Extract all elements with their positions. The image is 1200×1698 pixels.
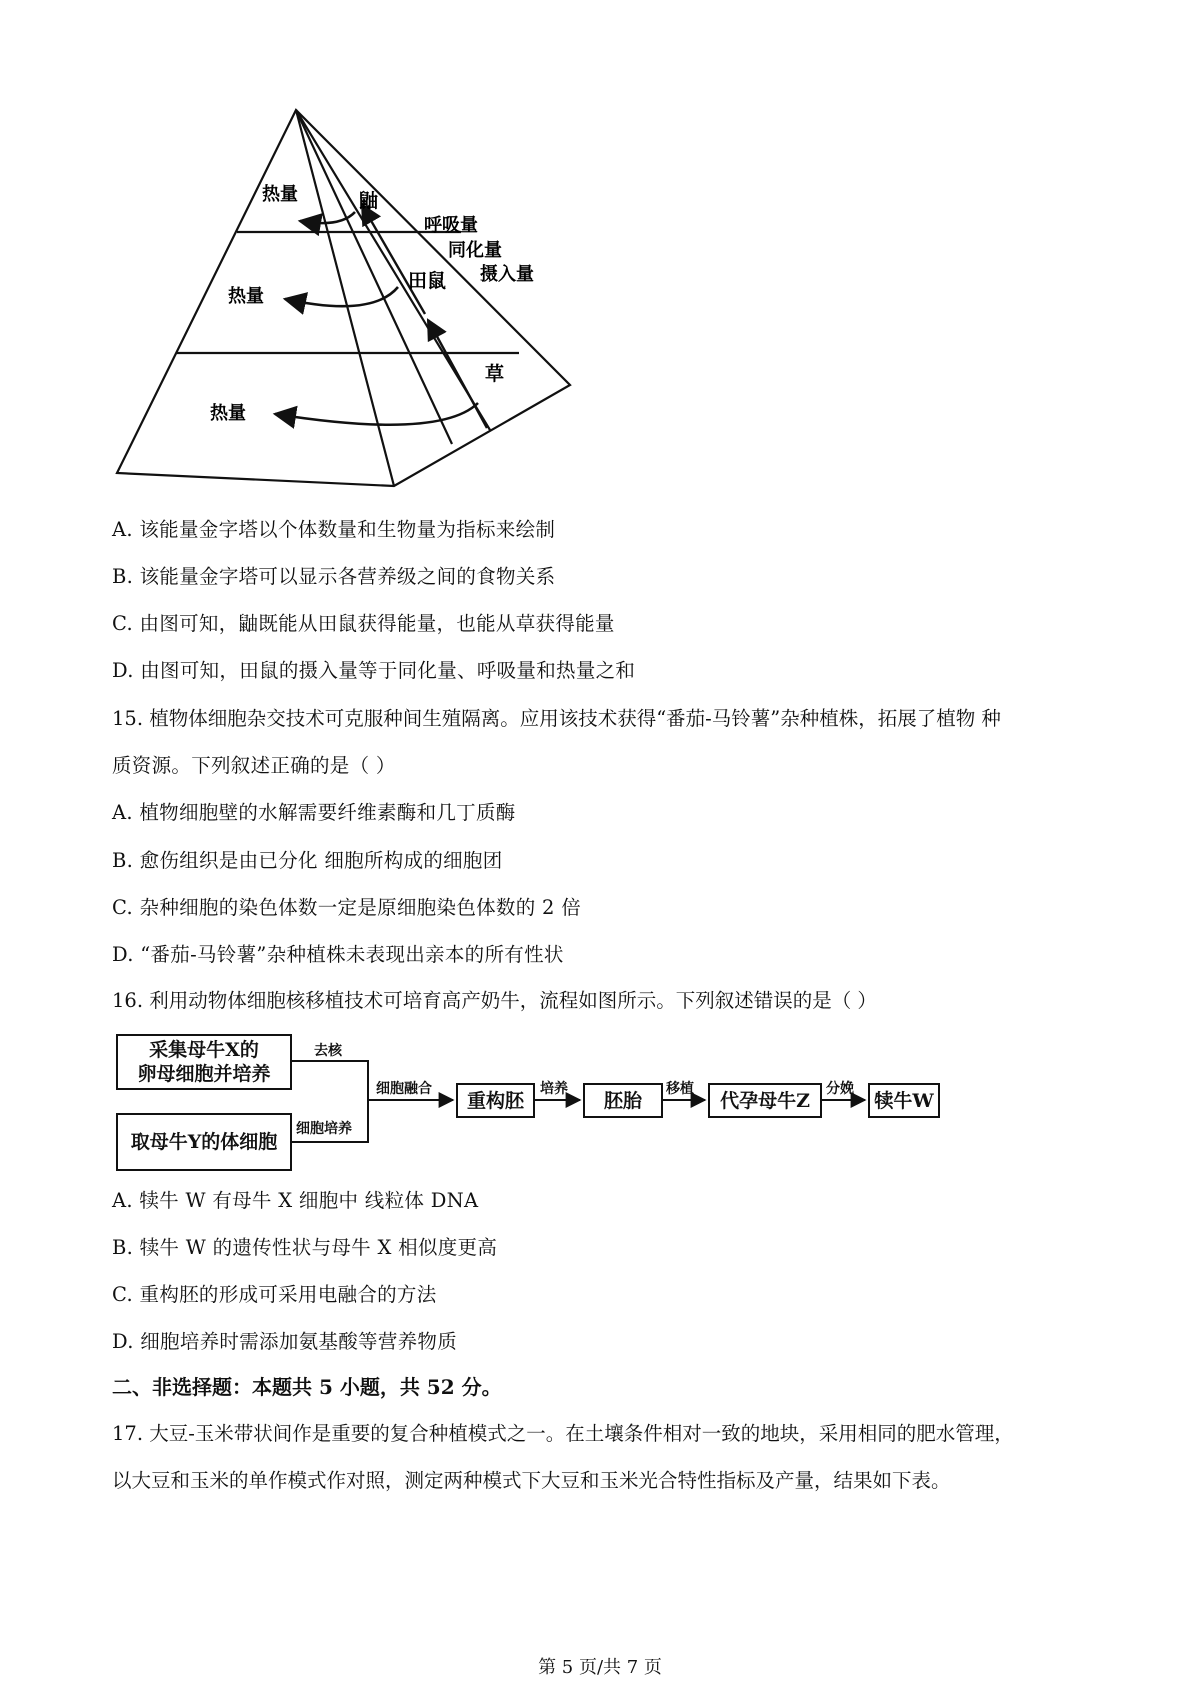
q17-line1: 17. 大豆-玉米带状间作是重要的复合种植模式之一。在土壤条件相对一致的地块，采用相同的肥水管理， (112, 1422, 1014, 1445)
section2-heading: 二、非选择题：本题共 5 小题，共 52 分。 (112, 1375, 502, 1399)
label-cultivate: 培养 (540, 1081, 568, 1097)
page-footer: 第 5 页/共 7 页 (538, 1657, 662, 1678)
q15-option-a: A. 植物细胞壁的水解需要纤维素酶和几丁质酶 (112, 801, 516, 824)
box-cow-x-line2: 卵母细胞并培养 (137, 1063, 271, 1085)
box-embryo: 胚胎 (583, 1083, 663, 1118)
box-cow-x-line1: 采集母牛X的 (149, 1039, 259, 1061)
box-surrogate-cow-z: 代孕母牛Z (708, 1083, 822, 1118)
q17-line2: 以大豆和玉米的单作模式作对照，测定两种模式下大豆和玉米光合特性指标及产量，结果如下表。 (112, 1469, 951, 1492)
q15-stem-line1: 15. 植物体细胞杂交技术可克服种间生殖隔离。应用该技术获得“番茄-马铃薯”杂种植株，拓展了植物 种 (112, 707, 1001, 730)
q16-option-d: D. 细胞培养时需添加氨基酸等营养物质 (112, 1330, 458, 1353)
q16-option-c: C. 重构胚的形成可采用电融合的方法 (112, 1283, 437, 1306)
organism-label-grass: 草 (485, 363, 505, 385)
legend-intake: 摄入量 (480, 264, 534, 285)
box-calf-w: 犊牛W (868, 1083, 940, 1118)
heat-label-bottom: 热量 (210, 403, 246, 424)
energy-pyramid-figure (0, 0, 600, 500)
box-cow-x-oocyte (116, 1034, 292, 1090)
label-cell-fusion: 细胞融合 (376, 1081, 432, 1097)
label-birth: 分娩 (826, 1081, 854, 1097)
label-enucleate: 去核 (314, 1043, 342, 1059)
label-transfer: 移植 (666, 1081, 694, 1097)
q14-option-d: D. 由图可知，田鼠的摄入量等于同化量、呼吸量和热量之和 (112, 659, 636, 682)
heat-label-top: 热量 (262, 184, 298, 205)
q14-option-b: B. 该能量金字塔可以显示各营养级之间的食物关系 (112, 565, 556, 588)
label-cell-culture: 细胞培养 (296, 1121, 352, 1137)
organism-label-weasel: 鼬 (359, 190, 379, 212)
heat-label-middle: 热量 (228, 286, 264, 307)
box-reconstructed-embryo: 重构胚 (456, 1083, 535, 1118)
legend-respiration: 呼吸量 (424, 215, 478, 236)
q16-option-a: A. 犊牛 W 有母牛 X 细胞中 线粒体 DNA (112, 1189, 479, 1212)
q16-stem: 16. 利用动物体细胞核移植技术可培育高产奶牛，流程如图所示。下列叙述错误的是（ ） (112, 989, 877, 1012)
q15-option-d: D. “番茄-马铃薯”杂种植株未表现出亲本的所有性状 (112, 943, 564, 966)
pyramid-outline (117, 110, 570, 486)
legend-assimilation: 同化量 (448, 240, 502, 261)
organism-label-vole: 田鼠 (408, 270, 447, 292)
q16-option-b: B. 犊牛 W 的遗传性状与母牛 X 相似度更高 (112, 1236, 498, 1259)
q14-option-a: A. 该能量金字塔以个体数量和生物量为指标来绘制 (112, 518, 556, 541)
box-cow-y-somatic-cell: 取母牛Y的体细胞 (116, 1113, 292, 1171)
q15-option-b: B. 愈伤组织是由已分化 细胞所构成的细胞团 (112, 849, 503, 872)
q15-option-c: C. 杂种细胞的染色体数一定是原细胞染色体数的 2 倍 (112, 896, 582, 919)
q14-option-c: C. 由图可知，鼬既能从田鼠获得能量，也能从草获得能量 (112, 612, 615, 635)
q15-stem-line2: 质资源。下列叙述正确的是（ ） (112, 754, 396, 777)
